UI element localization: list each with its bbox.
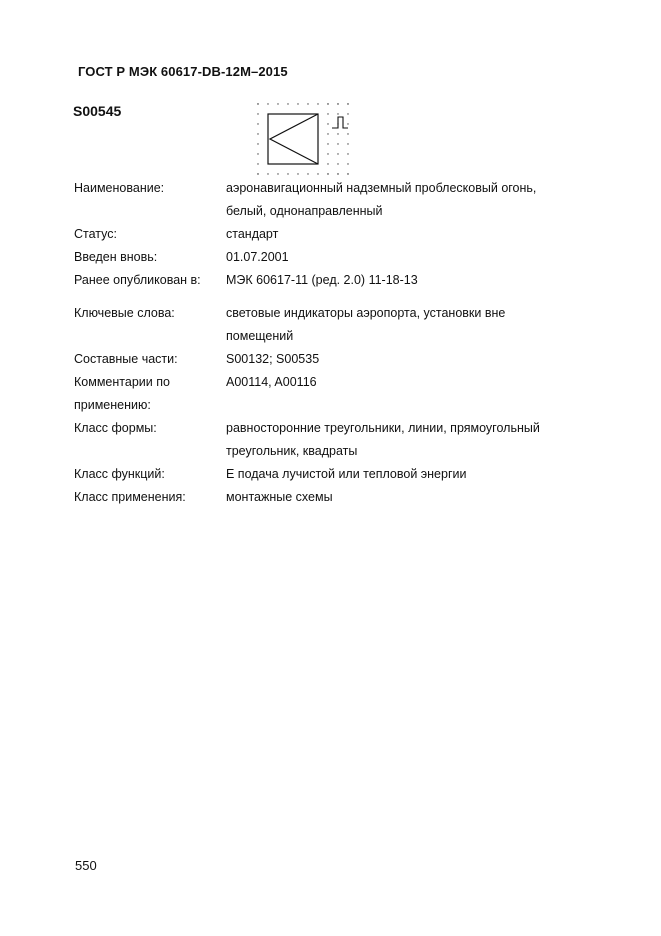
- field-value: монтажные схемы: [226, 490, 333, 504]
- field-value: E подача лучистой или тепловой энергии: [226, 467, 467, 481]
- field-value: световые индикаторы аэропорта, установки вне помещений: [226, 306, 506, 343]
- symbol-code: S00545: [73, 103, 122, 119]
- field-value: МЭК 60617-11 (ред. 2.0) 11-18-13: [226, 273, 418, 287]
- symbol-graphic: [252, 100, 362, 180]
- field-value: S00132; S00535: [226, 352, 320, 366]
- symbol-triangle: [270, 114, 318, 164]
- field-label: Класс функций:: [74, 467, 165, 481]
- field-label: Класс применения:: [74, 490, 186, 504]
- flash-pulse-icon: [332, 117, 348, 128]
- field-label: Класс формы:: [74, 421, 157, 435]
- symbol-square: [268, 114, 318, 164]
- field-label: Введен вновь:: [74, 250, 158, 264]
- field-value: стандарт: [226, 227, 279, 241]
- field-label: Ранее опубликован в:: [74, 273, 201, 287]
- document-header: ГОСТ Р МЭК 60617-DB-12M–2015: [78, 64, 288, 79]
- field-value: аэронавигационный надземный проблесковый огонь, белый, однонаправленный: [226, 181, 537, 218]
- field-label: Комментарии по применению:: [74, 375, 170, 412]
- field-value: 01.07.2001: [226, 250, 289, 264]
- field-label: Статус:: [74, 227, 117, 241]
- field-label: Ключевые слова:: [74, 306, 175, 320]
- field-label: Составные части:: [74, 352, 178, 366]
- field-value: A00114, A00116: [226, 375, 317, 389]
- page-number: 550: [75, 858, 97, 873]
- field-label: Наименование:: [74, 181, 165, 195]
- field-value: равносторонние треугольники, линии, прямоугольный треугольник, квадраты: [226, 421, 540, 458]
